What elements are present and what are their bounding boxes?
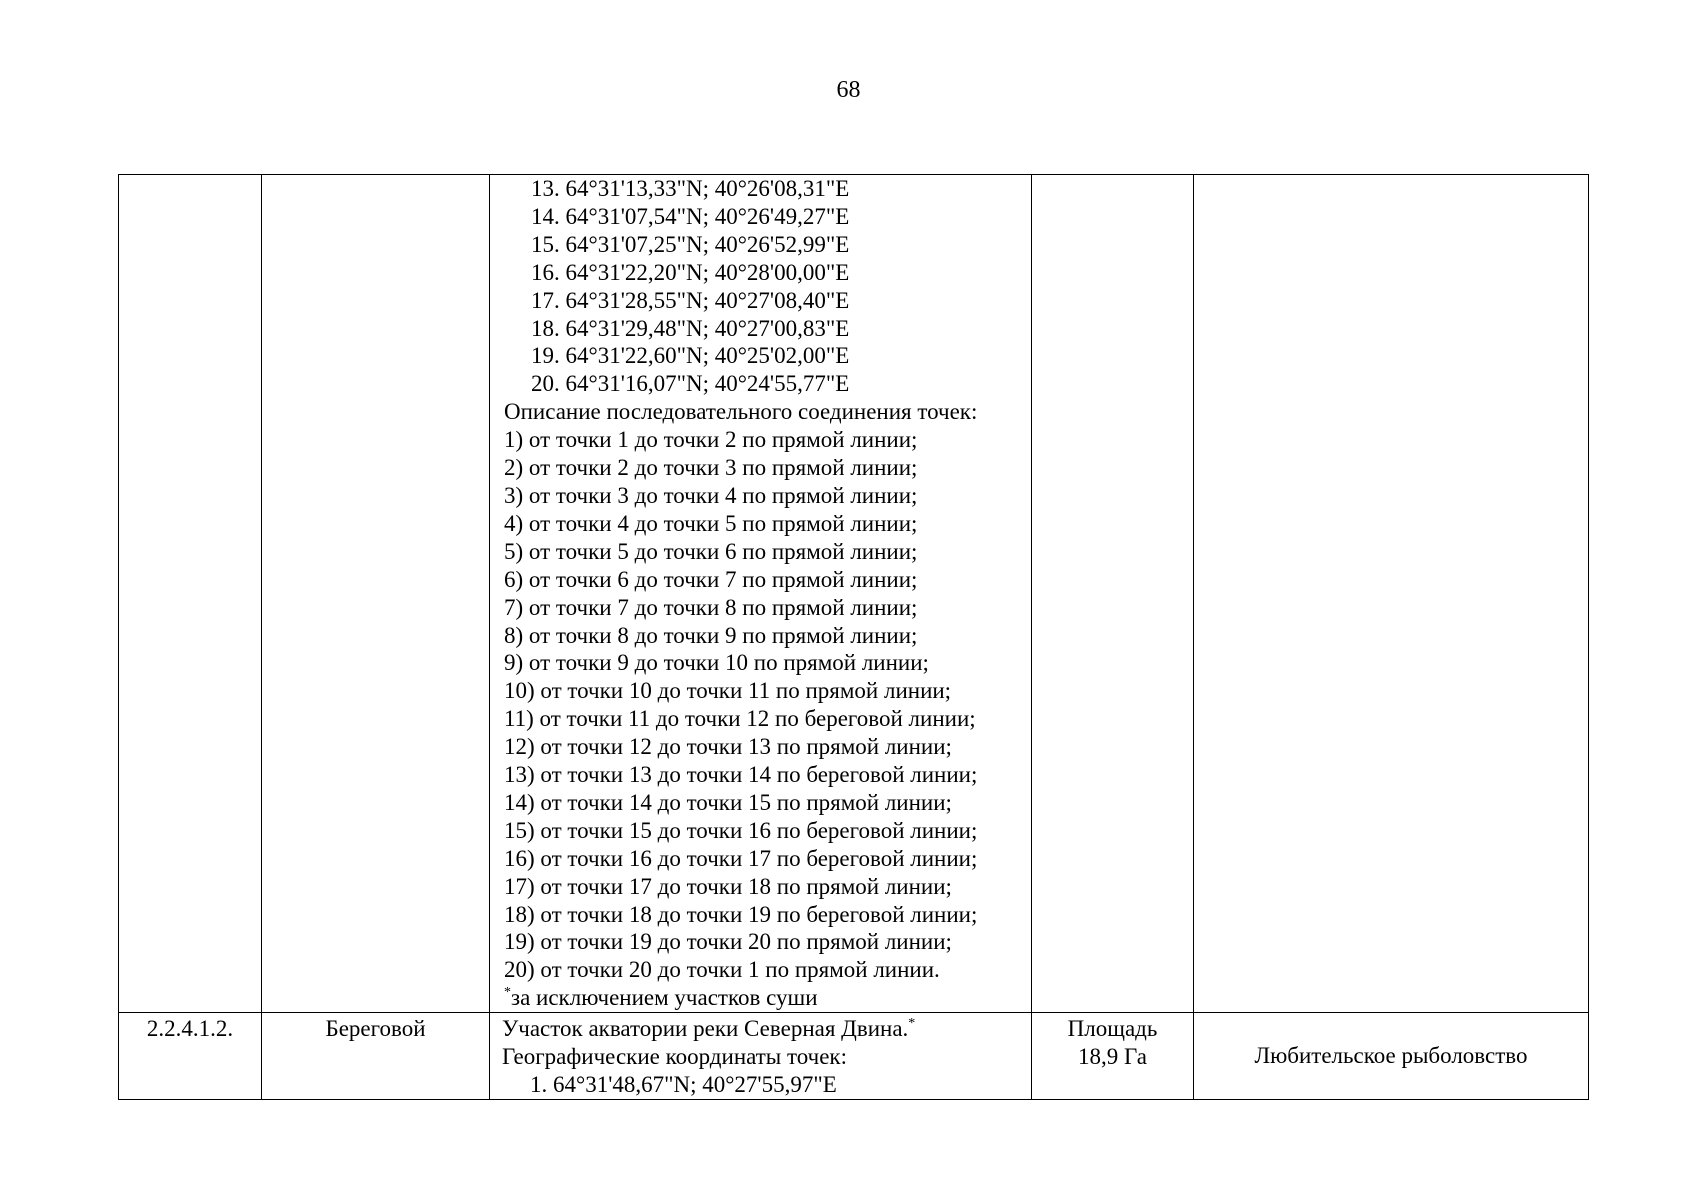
- connection-item: 16) от точки 16 до точки 17 по береговой линии;: [504, 845, 978, 871]
- page-number: 68: [836, 77, 861, 103]
- connection-item: 19) от точки 19 до точки 20 по прямой линии;: [504, 929, 952, 955]
- cell-description-next: [490, 1013, 1032, 1100]
- table-row-continued: [119, 175, 1589, 1013]
- coords-heading: Географические координаты точек:: [502, 1044, 847, 1070]
- first-point: 1. 64°31'48,67"N; 40°27'55,97"E: [530, 1072, 837, 1097]
- area-description: [502, 1015, 1025, 1043]
- area-label: Площадь: [1067, 1016, 1158, 1042]
- connection-heading: Описание последовательного соединения точек:: [504, 399, 978, 425]
- coordinate-item: 18. 64°31'29,48"N; 40°27'00,83"E: [531, 315, 850, 341]
- connection-item: 12) от точки 12 до точки 13 по прямой линии;: [504, 734, 952, 760]
- connection-item: 13) от точки 13 до точки 14 по береговой линии;: [504, 762, 978, 788]
- connection-item: 2) от точки 2 до точки 3 по прямой линии;: [504, 455, 918, 481]
- connection-item: 11) от точки 11 до точки 12 по береговой линии;: [504, 706, 976, 732]
- cell-number-empty: [119, 175, 262, 1013]
- connection-item: 4) от точки 4 до точки 5 по прямой линии;: [504, 510, 918, 536]
- coordinate-item: 15. 64°31'07,25"N; 40°26'52,99"E: [531, 231, 850, 257]
- connection-item: 3) от точки 3 до точки 4 по прямой линии;: [504, 482, 918, 508]
- cell-description: [490, 175, 1032, 1013]
- connection-item: 5) от точки 5 до точки 6 по прямой линии;: [504, 538, 918, 564]
- coordinate-item: 16. 64°31'22,20"N; 40°28'00,00"E: [531, 259, 850, 285]
- footnote: [504, 984, 1025, 1012]
- connection-item: 14) от точки 14 до точки 15 по прямой линии;: [504, 789, 952, 815]
- connection-item: 1) от точки 1 до точки 2 по прямой линии;: [504, 427, 918, 453]
- footnote-mark: *: [504, 985, 511, 1001]
- cell-purpose: Любительское рыболовство: [1194, 1013, 1589, 1100]
- connection-item: 10) от точки 10 до точки 11 по прямой линии;: [504, 678, 952, 704]
- connection-item: 17) от точки 17 до точки 18 по прямой линии;: [504, 873, 952, 899]
- area-description-text: Участок акватории реки Северная Двина.: [502, 1016, 909, 1042]
- cell-area: [1032, 1013, 1194, 1100]
- cell-name-empty: [262, 175, 490, 1013]
- connection-item: 7) от точки 7 до точки 8 по прямой линии;: [504, 594, 918, 620]
- cell-area-empty: [1032, 175, 1194, 1013]
- connection-item: 20) от точки 20 до точки 1 по прямой линии.: [504, 957, 940, 983]
- connection-item: 9) от точки 9 до точки 10 по прямой линии;: [504, 650, 929, 676]
- coordinate-item: 20. 64°31'16,07"N; 40°24'55,77"E: [531, 371, 850, 397]
- area-description-mark: *: [908, 1016, 916, 1032]
- coordinate-item: 19. 64°31'22,60"N; 40°25'02,00"E: [531, 343, 850, 369]
- area-value: 18,9 Га: [1078, 1044, 1147, 1070]
- table-row-2-2-4-1-2: [119, 1013, 1589, 1100]
- footnote-text: за исключением участков суши: [511, 985, 818, 1011]
- cell-purpose-empty: [1194, 175, 1589, 1013]
- connection-item: 8) от точки 8 до точки 9 по прямой линии;: [504, 622, 918, 648]
- fishing-areas-table: [118, 174, 1589, 1100]
- connection-item: 18) от точки 18 до точки 19 по береговой линии;: [504, 901, 978, 927]
- cell-name: Береговой: [262, 1013, 490, 1100]
- coordinate-item: 13. 64°31'13,33"N; 40°26'08,31"E: [531, 176, 850, 201]
- coordinate-item: 14. 64°31'07,54"N; 40°26'49,27"E: [531, 203, 850, 229]
- connection-item: 15) от точки 15 до точки 16 по береговой линии;: [504, 817, 978, 843]
- cell-number: 2.2.4.1.2.: [119, 1013, 262, 1100]
- connection-item: 6) от точки 6 до точки 7 по прямой линии;: [504, 566, 918, 592]
- coordinate-item: 17. 64°31'28,55"N; 40°27'08,40"E: [531, 287, 850, 313]
- coordinates-list: [504, 175, 1025, 398]
- connections-list: [504, 426, 1025, 984]
